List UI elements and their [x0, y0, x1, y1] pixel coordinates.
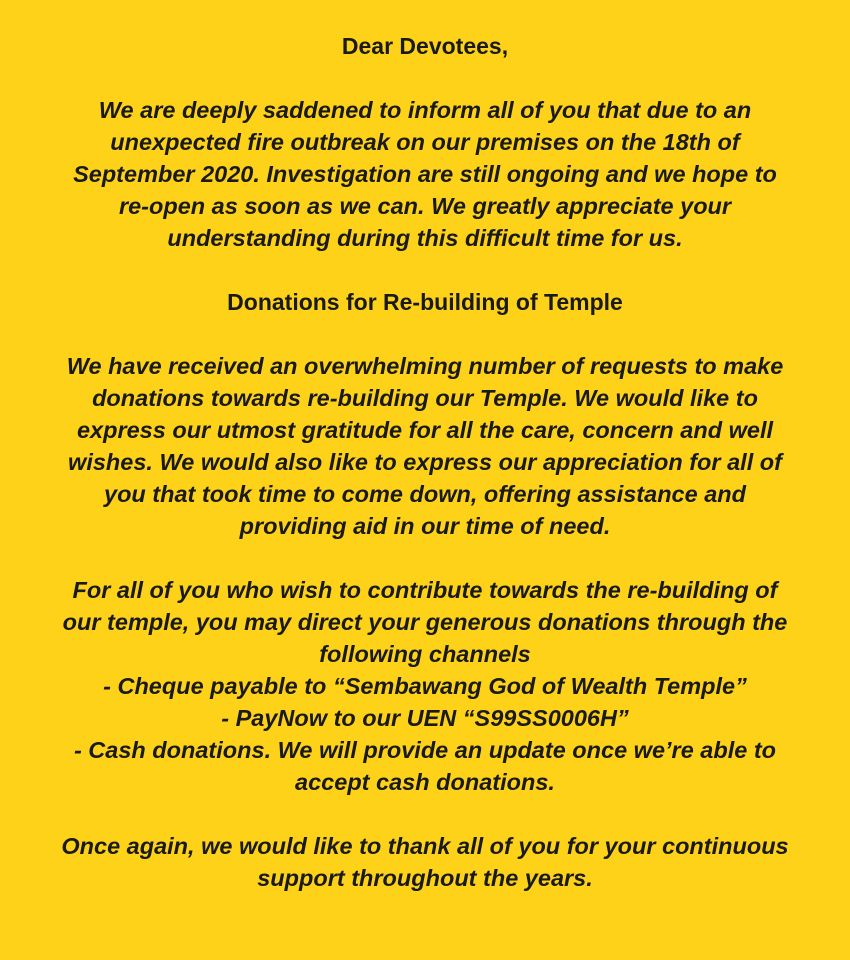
paragraph-line: following channels: [319, 641, 531, 667]
paragraph-line: you that took time to come down, offering assistance and: [104, 481, 746, 507]
paragraph-line: wishes. We would also like to express our appreciation for all of: [68, 449, 782, 475]
paragraph-line: Once again, we would like to thank all of you for your continuous: [61, 833, 789, 859]
section-title: Donations for Re-building of Temple: [227, 289, 623, 315]
paragraph-line: our temple, you may direct your generous donations through the: [62, 609, 788, 635]
paragraph-line: donations towards re-building our Temple. We would like to: [92, 385, 758, 411]
paragraph-line: re-open as soon as we can. We greatly appreciate your: [118, 193, 732, 219]
channel-cash: - Cash donations. We will provide an update once we’re able to: [73, 737, 777, 763]
fire-announcement-paragraph: [22, 94, 828, 254]
paragraph-line: providing aid in our time of need.: [239, 513, 611, 539]
channel-cheque: - Cheque payable to “Sembawang God of Wealth Temple”: [103, 673, 747, 699]
donation-channels-paragraph: [22, 574, 828, 798]
paragraph-line: We are deeply saddened to inform all of you that due to an: [98, 97, 752, 123]
paragraph-line: September 2020. Investigation are still ongoing and we hope to: [73, 161, 777, 187]
thanks-paragraph: [22, 830, 828, 894]
paragraph-line: accept cash donations.: [295, 769, 555, 795]
paragraph-line: understanding during this difficult time for us.: [167, 225, 683, 251]
paragraph-line: unexpected fire outbreak on our premises on the 18th of: [110, 129, 740, 155]
paragraph-line: express our utmost gratitude for all the care, concern and well: [76, 417, 774, 443]
greeting: Dear Devotees,: [341, 33, 509, 59]
paragraph-line: support throughout the years.: [257, 865, 593, 891]
channel-paynow: - PayNow to our UEN “S99SS0006H”: [221, 705, 629, 731]
paragraph-line: For all of you who wish to contribute towards the re-building of: [72, 577, 778, 603]
paragraph-line: We have received an overwhelming number of requests to make: [66, 353, 784, 379]
gratitude-paragraph: [22, 350, 828, 542]
